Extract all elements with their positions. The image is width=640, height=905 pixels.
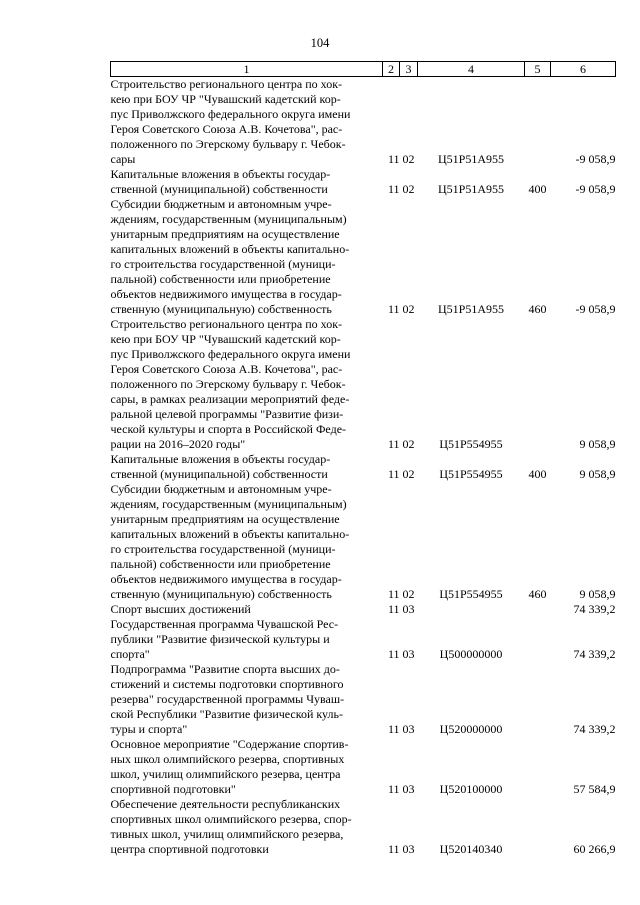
row-name-line: Капитальные вложения в объекты государ-	[110, 167, 331, 181]
table-row	[111, 662, 616, 737]
row-amount: -9 058,9	[575, 182, 616, 196]
row-name-cell	[111, 197, 383, 317]
page-number: 104	[310, 36, 330, 50]
row-subsection: 03	[402, 602, 415, 616]
row-expense-type: 400	[528, 467, 547, 481]
row-amount: 57 584,9	[573, 782, 616, 796]
row-name-line: ственной (муниципальной) собственности	[110, 182, 328, 196]
row-name-line: Строительство регионального центра по хок-	[110, 77, 343, 91]
row-name-line: Подпрограмма "Развитие спорта высших до-	[110, 662, 340, 676]
row-subsection: 02	[402, 152, 415, 166]
row-expense-type	[525, 797, 551, 857]
row-amount: 9 058,9	[579, 437, 616, 451]
row-subsection: 03	[402, 647, 415, 661]
row-name-line: унитарным предприятиям на осуществление	[110, 512, 340, 526]
row-name-line: Обеспечение деятельности республиканских	[110, 797, 341, 811]
row-name-line: ственной (муниципальной) собственности	[110, 467, 328, 481]
row-name-cell	[111, 797, 383, 857]
row-name-line: ческой культуры и спорта в Российской Феде-	[110, 422, 347, 436]
row-section: 11	[387, 152, 400, 166]
column-header-name: 1	[111, 62, 383, 77]
row-amount: 74 339,2	[573, 647, 616, 661]
row-expense-type	[525, 737, 551, 797]
row-name-cell	[111, 167, 383, 197]
row-name-line: Субсидии бюджетным и автономным учре-	[110, 197, 332, 211]
row-target-code: Ц520140340	[439, 842, 503, 856]
row-amount: 60 266,9	[573, 842, 616, 856]
row-name-cell	[111, 77, 383, 168]
row-name-line: Капитальные вложения в объекты государ-	[110, 452, 331, 466]
column-header-amount: 6	[551, 62, 616, 77]
row-expense-type: 460	[528, 302, 547, 316]
table-row	[111, 452, 616, 482]
row-name-line: ральной целевой программы "Развитие физи-	[110, 407, 344, 421]
row-expense-type: 400	[528, 182, 547, 196]
row-name-line: ской Республики "Развитие физической куль-	[110, 707, 343, 721]
row-subsection: 03	[402, 842, 415, 856]
row-subsection: 02	[402, 587, 415, 601]
row-expense-type	[525, 317, 551, 452]
row-name-line: ных школ олимпийского резерва, спортивных	[110, 752, 345, 766]
row-name-line: унитарным предприятиям на осуществление	[110, 227, 340, 241]
row-name-cell	[111, 452, 383, 482]
row-name-line: стижений и системы подготовки спортивного	[110, 677, 344, 691]
row-name-line: ждениям, государственным (муниципальным)	[110, 497, 347, 511]
budget-table	[110, 61, 616, 857]
row-expense-type	[525, 617, 551, 662]
row-name-line: Спорт высших достижений	[110, 602, 251, 616]
row-amount: 9 058,9	[579, 467, 616, 481]
row-name-line: ственную (муниципальную) собственность	[110, 302, 332, 316]
table-row	[111, 482, 616, 602]
row-name-cell	[111, 617, 383, 662]
row-name-cell	[111, 737, 383, 797]
row-target-code: Ц51Р554955	[439, 467, 503, 481]
row-target-code: Ц51Р554955	[439, 437, 503, 451]
row-target-code: Ц520000000	[439, 722, 503, 736]
row-expense-type	[525, 662, 551, 737]
row-name-line: спортивных школ олимпийского резерва, спор-	[110, 812, 352, 826]
row-name-line: школ, училищ олимпийского резерва, центра	[110, 767, 341, 781]
row-name-line: пус Приволжского федерального округа имени	[110, 347, 351, 361]
row-expense-type: 460	[528, 587, 547, 601]
row-amount: 74 339,2	[573, 722, 616, 736]
row-name-line: Субсидии бюджетным и автономным учре-	[110, 482, 332, 496]
row-name-line: туры и спорта"	[110, 722, 188, 736]
row-subsection: 02	[402, 437, 415, 451]
row-name-cell	[111, 602, 383, 617]
row-name-line: Героя Советского Союза А.В. Кочетова", рас-	[110, 122, 343, 136]
row-name-line: го строительства государственной (муници-	[110, 257, 336, 271]
column-header-subsection: 3	[400, 62, 418, 77]
row-name-cell	[111, 662, 383, 737]
row-name-line: Государственная программа Чувашской Рес-	[110, 617, 339, 631]
row-target-code	[418, 602, 525, 617]
row-name-line: Строительство регионального центра по хок-	[110, 317, 343, 331]
row-name-line: спортивной подготовки"	[110, 782, 236, 796]
row-target-code: Ц51Р51А955	[437, 182, 504, 196]
row-name-line: публики "Развитие физической культуры и	[110, 632, 330, 646]
table-header-row	[111, 62, 616, 77]
row-subsection: 02	[402, 467, 415, 481]
row-amount: 74 339,2	[573, 602, 616, 616]
row-name-line: капитальных вложений в объекты капитально-	[110, 527, 350, 541]
row-name-line: резерва" государственной программы Чуваш-	[110, 692, 345, 706]
row-name-line: рации на 2016–2020 годы"	[110, 437, 246, 451]
row-name-line: объектов недвижимого имущества в государ-	[110, 572, 342, 586]
row-target-code: Ц51Р554955	[439, 587, 503, 601]
row-name-line: Основное мероприятие "Содержание спортив-	[110, 737, 349, 751]
row-name-line: пальной) собственности или приобретение	[110, 272, 331, 286]
row-name-line: спорта"	[110, 647, 150, 661]
column-header-target: 4	[418, 62, 525, 77]
table-row	[111, 317, 616, 452]
row-section: 11	[387, 842, 400, 856]
row-amount: -9 058,9	[575, 152, 616, 166]
table-row	[111, 797, 616, 857]
row-target-code: Ц520100000	[439, 782, 503, 796]
row-subsection: 02	[402, 182, 415, 196]
row-section: 11	[387, 437, 400, 451]
row-amount: 9 058,9	[579, 587, 616, 601]
row-section: 11	[387, 722, 400, 736]
row-target-code: Ц51Р51А955	[437, 302, 504, 316]
column-header-expense: 5	[525, 62, 551, 77]
row-subsection: 02	[402, 302, 415, 316]
row-name-line: сары, в рамках реализации мероприятий феде-	[110, 392, 350, 406]
row-name-line: объектов недвижимого имущества в государ-	[110, 287, 342, 301]
row-section: 11	[387, 182, 400, 196]
row-name-line: кею при БОУ ЧР "Чувашский кадетский кор-	[110, 92, 341, 106]
row-name-line: капитальных вложений в объекты капитально-	[110, 242, 350, 256]
row-name-line: положенного по Эгерскому бульвару г. Чебок-	[110, 137, 346, 151]
table-row	[111, 197, 616, 317]
table-row	[111, 167, 616, 197]
row-section: 11	[387, 587, 400, 601]
row-name-line: сары	[110, 152, 136, 166]
row-target-code: Ц500000000	[439, 647, 503, 661]
row-subsection: 03	[402, 782, 415, 796]
row-name-cell	[111, 482, 383, 602]
row-section: 11	[387, 647, 400, 661]
row-section: 11	[387, 602, 400, 616]
row-expense-type	[525, 602, 551, 617]
row-name-line: го строительства государственной (муници-	[110, 542, 336, 556]
row-name-line: положенного по Эгерскому бульвару г. Чебок-	[110, 377, 346, 391]
table-row	[111, 602, 616, 617]
row-name-line: пальной) собственности или приобретение	[110, 557, 331, 571]
table-row	[111, 617, 616, 662]
row-expense-type	[525, 77, 551, 168]
row-amount: -9 058,9	[575, 302, 616, 316]
table-row	[111, 77, 616, 168]
row-name-line: Героя Советского Союза А.В. Кочетова", рас-	[110, 362, 343, 376]
row-target-code: Ц51Р51А955	[437, 152, 504, 166]
table-row	[111, 737, 616, 797]
column-header-section: 2	[383, 62, 400, 77]
row-section: 11	[387, 782, 400, 796]
row-subsection: 03	[402, 722, 415, 736]
row-name-line: пус Приволжского федерального округа имени	[110, 107, 351, 121]
row-name-line: ждениям, государственным (муниципальным)	[110, 212, 347, 226]
row-name-line: кею при БОУ ЧР "Чувашский кадетский кор-	[110, 332, 341, 346]
row-name-cell	[111, 317, 383, 452]
row-name-line: центра спортивной подготовки	[110, 842, 269, 856]
row-name-line: тивных школ, училищ олимпийского резерва,	[110, 827, 344, 841]
row-name-line: ственную (муниципальную) собственность	[110, 587, 332, 601]
row-section: 11	[387, 467, 400, 481]
row-section: 11	[387, 302, 400, 316]
